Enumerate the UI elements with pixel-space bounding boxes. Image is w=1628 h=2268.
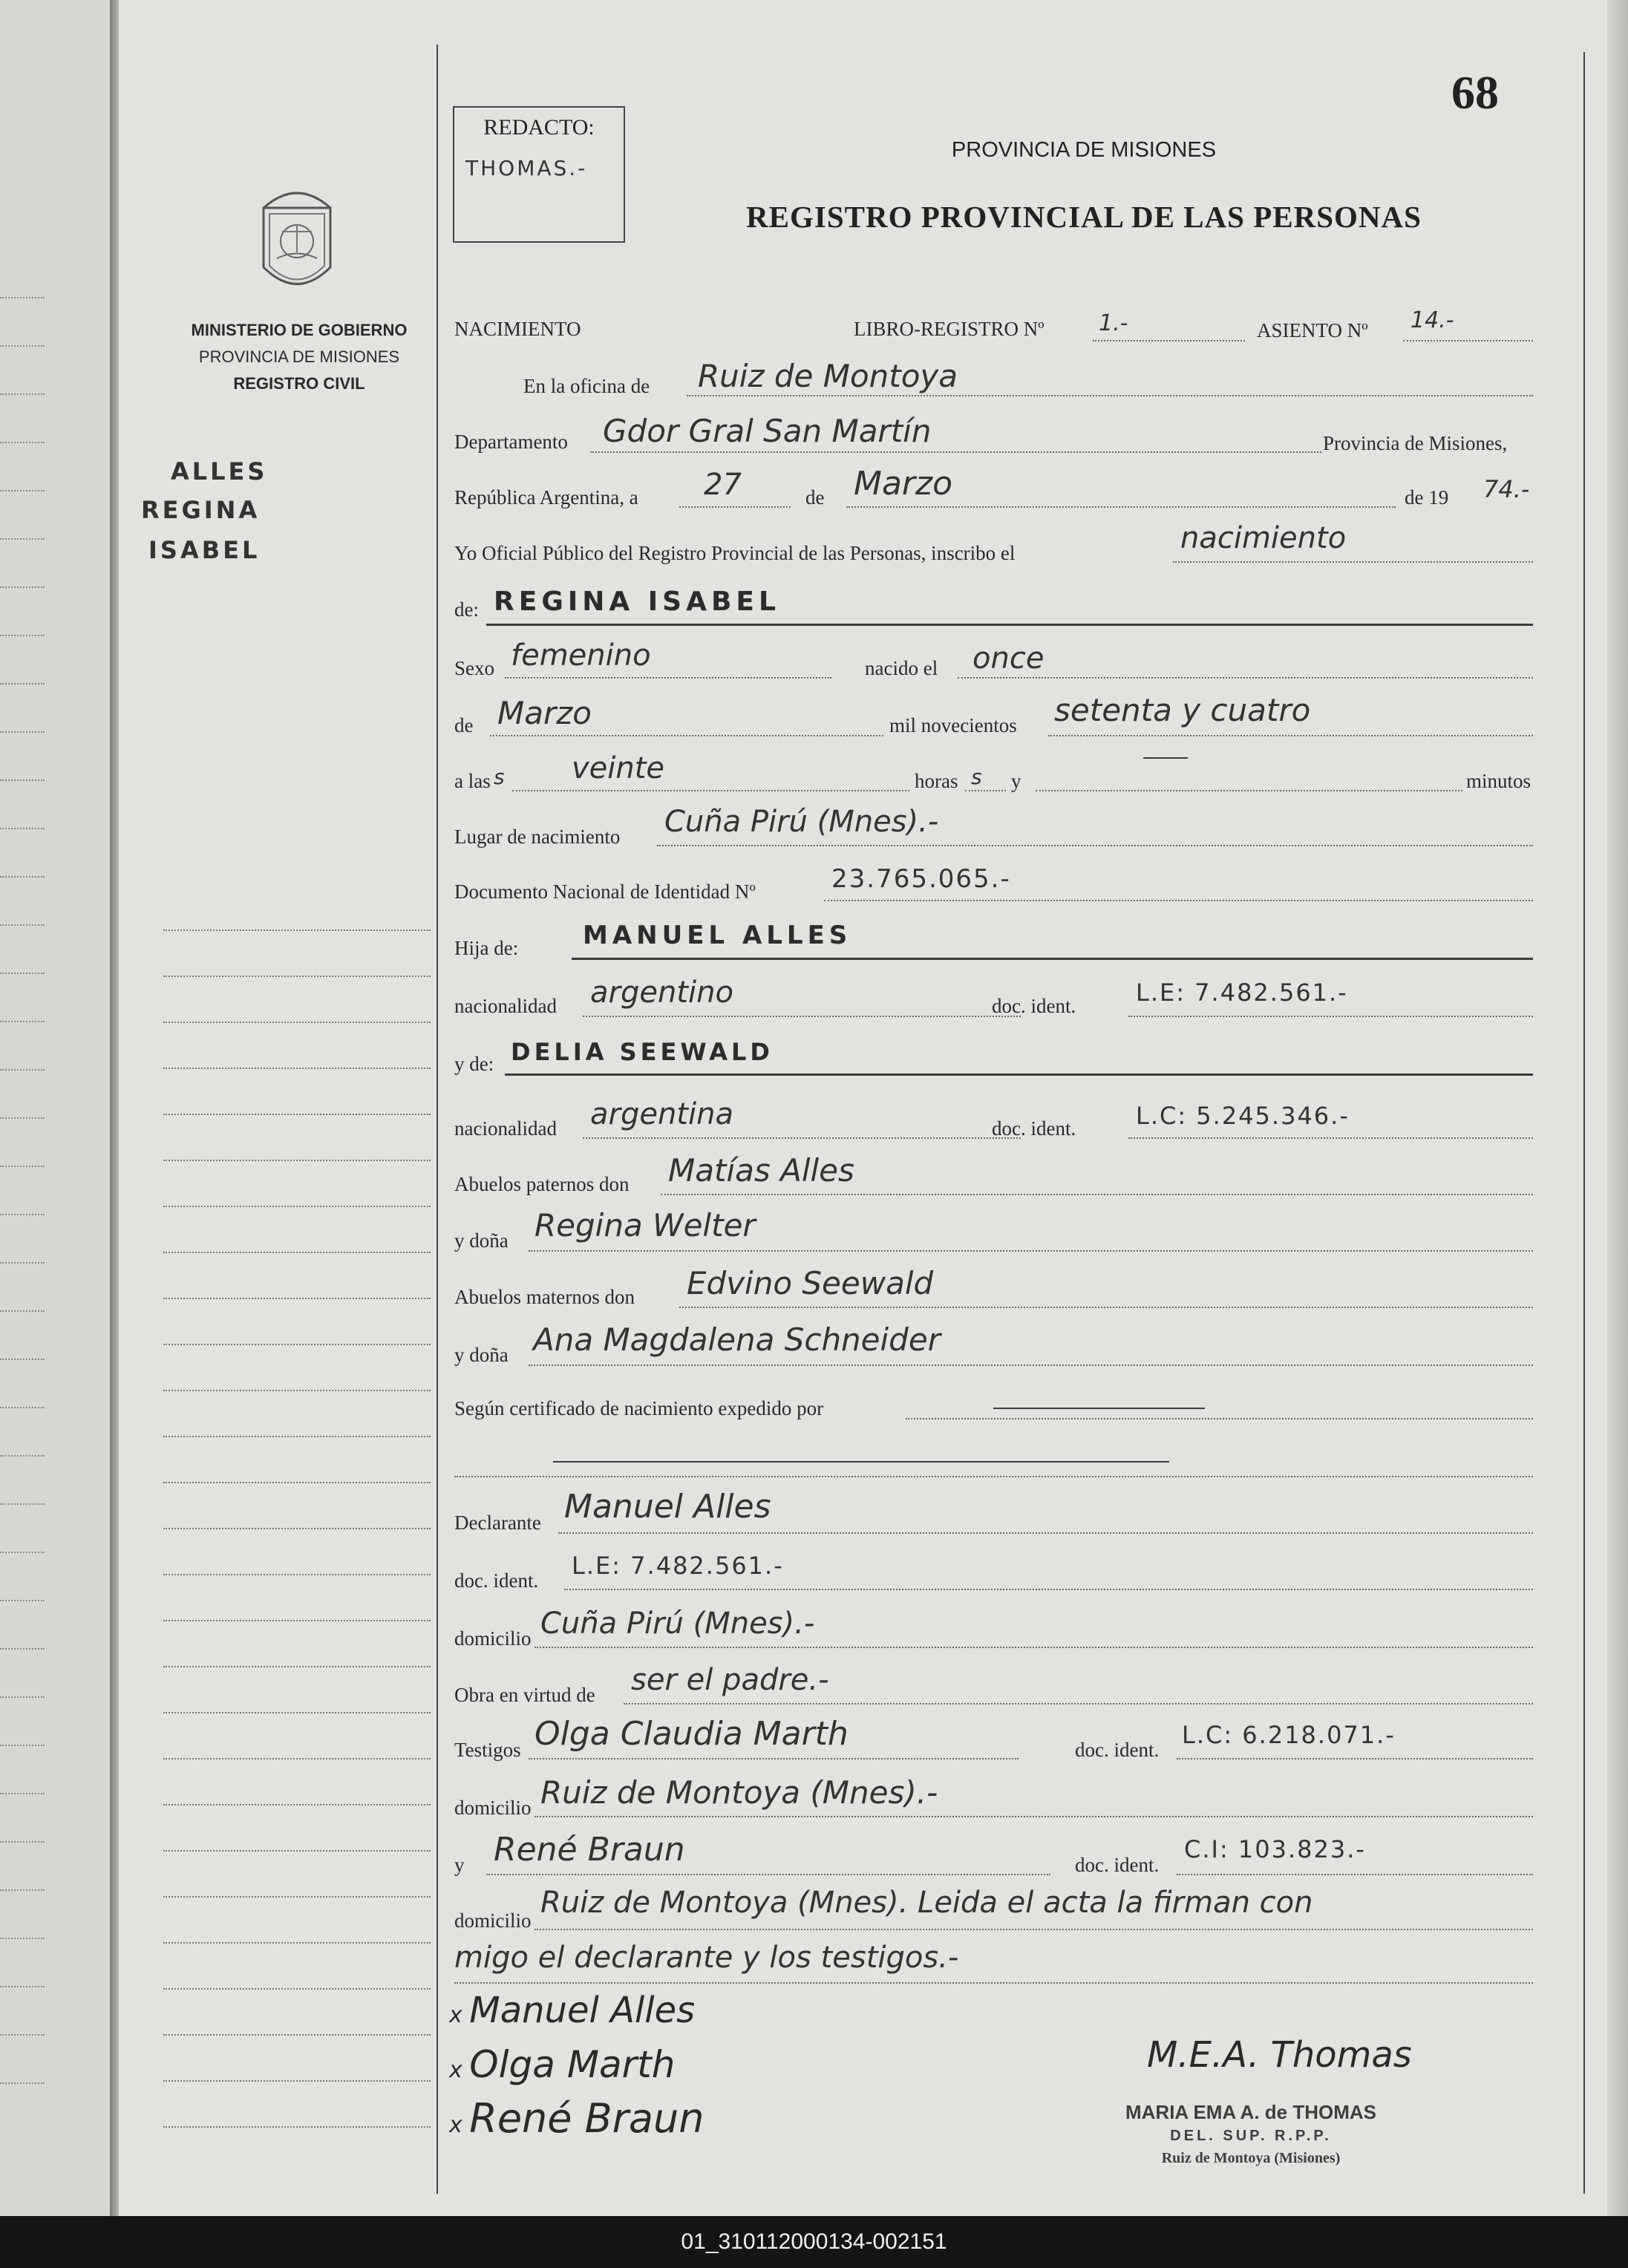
domicilio-label: domicilio bbox=[454, 1627, 532, 1650]
doc-label: doc. ident. bbox=[992, 1117, 1076, 1140]
horas-label: horas bbox=[915, 770, 958, 792]
dotted-line bbox=[824, 900, 1533, 901]
maternal-grandfather: Edvino Seewald bbox=[687, 1265, 934, 1301]
dotted-line bbox=[564, 1589, 1533, 1590]
dotted-line bbox=[0, 1889, 45, 1891]
asiento-label: ASIENTO Nº bbox=[1257, 319, 1368, 341]
oficina-label: En la oficina de bbox=[523, 375, 650, 397]
dotted-line bbox=[0, 973, 45, 974]
witness1-doc: L.C: 6.218.071.- bbox=[1182, 1721, 1396, 1749]
lugar-value: Cuña Pirú (Mnes).- bbox=[664, 805, 939, 839]
book-gutter bbox=[110, 0, 119, 2216]
margin-line bbox=[163, 1206, 431, 1207]
dotted-line bbox=[529, 1758, 1019, 1759]
dotted-line bbox=[679, 506, 791, 508]
dotted-line bbox=[679, 1307, 1533, 1308]
dotted-line bbox=[512, 790, 909, 791]
left-facing-page bbox=[0, 0, 111, 2216]
maternal-grandmother: Ana Magdalena Schneider bbox=[533, 1321, 941, 1358]
father-doc: L.E: 7.482.561.- bbox=[1136, 978, 1348, 1007]
page-number: 68 bbox=[1451, 66, 1499, 119]
hija-label: Hija de: bbox=[454, 937, 519, 959]
dotted-line bbox=[0, 1552, 45, 1553]
signature-witness2: x René Braun bbox=[449, 2095, 705, 2142]
nacionalidad-label: nacionalidad bbox=[454, 995, 557, 1017]
dotted-line bbox=[1403, 340, 1533, 341]
dotted-line bbox=[0, 1262, 45, 1264]
dotted-line bbox=[958, 677, 1533, 679]
dotted-line bbox=[846, 506, 1396, 508]
margin-line bbox=[163, 2034, 431, 2036]
dotted-line bbox=[1128, 1016, 1533, 1017]
departamento-label: Departamento bbox=[454, 431, 568, 453]
doc-label: doc. ident. bbox=[992, 995, 1076, 1017]
provincial-seal-icon bbox=[241, 178, 353, 304]
dash-mark bbox=[1143, 757, 1188, 759]
margin-line bbox=[163, 1344, 431, 1345]
y-dona-label: y doña bbox=[454, 1229, 509, 1252]
de-mes-label: de bbox=[454, 714, 474, 736]
doc-label: doc. ident. bbox=[1075, 1739, 1160, 1761]
anio-label: de 19 bbox=[1405, 486, 1449, 509]
page-edge bbox=[1607, 0, 1628, 2216]
dotted-line bbox=[590, 451, 1321, 453]
dotted-line bbox=[0, 586, 45, 588]
nacido-label: nacido el bbox=[865, 657, 938, 679]
obra-label: Obra en virtud de bbox=[454, 1684, 595, 1706]
dotted-line bbox=[454, 1476, 1533, 1477]
dotted-line bbox=[661, 1194, 1533, 1195]
margin-line bbox=[163, 1160, 431, 1161]
dotted-line bbox=[965, 790, 1006, 791]
paternal-grandfather: Matías Alles bbox=[668, 1152, 854, 1189]
nacionalidad-label: nacionalidad bbox=[454, 1117, 557, 1140]
dotted-line bbox=[0, 924, 45, 926]
nac-mes-value: Marzo bbox=[497, 695, 592, 731]
dotted-line bbox=[687, 395, 1533, 396]
anio-value: 74.- bbox=[1483, 475, 1530, 503]
margin-surname: ALLES bbox=[171, 457, 268, 486]
dotted-line bbox=[0, 1021, 45, 1022]
dotted-line bbox=[558, 1532, 1533, 1534]
dotted-line bbox=[1048, 735, 1533, 736]
hour-marker: s bbox=[494, 765, 505, 789]
nacido-value: once bbox=[972, 641, 1045, 676]
dotted-line bbox=[0, 683, 45, 684]
margin-line bbox=[163, 1390, 431, 1391]
declarante-label: Declarante bbox=[454, 1512, 541, 1534]
abuelos-maternos-label: Abuelos maternos don bbox=[454, 1286, 635, 1308]
dotted-line bbox=[0, 1841, 45, 1843]
a-las-value: veinte bbox=[572, 751, 665, 785]
margin-line bbox=[163, 1574, 431, 1575]
margin-first-name: REGINA bbox=[141, 496, 261, 524]
paternal-grandmother: Regina Welter bbox=[535, 1207, 756, 1244]
lugar-label: Lugar de nacimiento bbox=[454, 826, 621, 848]
stamp-official-name: MARIA EMA A. de THOMAS bbox=[1125, 2101, 1376, 2123]
republica-label: República Argentina, a bbox=[454, 486, 638, 509]
dotted-line bbox=[0, 780, 45, 781]
dotted-line bbox=[1173, 561, 1533, 563]
dotted-line bbox=[624, 1703, 1533, 1705]
abuelos-paternos-label: Abuelos paternos don bbox=[454, 1173, 630, 1195]
de-label: de bbox=[805, 486, 825, 509]
signature-official: M.E.A. Thomas bbox=[1147, 2034, 1412, 2076]
sexo-label: Sexo bbox=[454, 657, 494, 679]
inscribo-value: nacimiento bbox=[1180, 521, 1347, 555]
underline bbox=[505, 1073, 1533, 1076]
dotted-line bbox=[1128, 1137, 1533, 1139]
mil-label: mil novecientos bbox=[889, 714, 1017, 736]
dotted-line bbox=[1036, 790, 1462, 791]
a-las-label: a las bbox=[454, 770, 491, 792]
y-label: y bbox=[1011, 770, 1021, 792]
mes-value: Marzo bbox=[854, 465, 953, 503]
declarant-doc: L.E: 7.482.561.- bbox=[572, 1552, 784, 1580]
margin-line bbox=[163, 929, 431, 931]
dotted-line bbox=[0, 393, 45, 395]
dotted-line bbox=[486, 1874, 1050, 1875]
declarant-address: Cuña Pirú (Mnes).- bbox=[540, 1607, 815, 1641]
dotted-line bbox=[1177, 1758, 1533, 1759]
dotted-line bbox=[0, 1166, 45, 1167]
dotted-line bbox=[505, 677, 831, 679]
dotted-line bbox=[0, 1745, 45, 1746]
margin-line bbox=[163, 2080, 431, 2082]
dotted-line bbox=[1093, 340, 1245, 341]
domicilio-label: domicilio bbox=[454, 1797, 532, 1819]
margin-divider bbox=[437, 45, 438, 2194]
dotted-line bbox=[0, 1214, 45, 1215]
dotted-line bbox=[535, 1647, 1533, 1648]
dia-value: 27 bbox=[704, 468, 742, 502]
obra-value: ser el padre.- bbox=[631, 1663, 829, 1697]
dotted-line bbox=[0, 876, 45, 878]
dotted-line bbox=[0, 1648, 45, 1650]
redacto-value: THOMAS.- bbox=[465, 156, 588, 180]
header-registry: REGISTRO PROVINCIAL DE LAS PERSONAS bbox=[746, 200, 1422, 234]
declarant-name: Manuel Alles bbox=[564, 1488, 771, 1526]
de-nombre-label: de: bbox=[454, 598, 479, 621]
ministry-civil-registry: REGISTRO CIVIL bbox=[233, 374, 365, 393]
dotted-line bbox=[0, 635, 45, 636]
margin-line bbox=[163, 1896, 431, 1898]
witness2-address-line1: Ruiz de Montoya (Mnes). Leida el acta la firman con bbox=[540, 1886, 1313, 1920]
doc-label: doc. ident. bbox=[1075, 1854, 1160, 1876]
minutos-label: minutos bbox=[1466, 770, 1531, 792]
right-border bbox=[1583, 52, 1585, 2194]
dotted-line bbox=[529, 1365, 1533, 1366]
mother-doc: L.C: 5.245.346.- bbox=[1136, 1102, 1350, 1130]
witness1-address: Ruiz de Montoya (Mnes).- bbox=[540, 1774, 938, 1811]
margin-line bbox=[163, 1666, 431, 1667]
footer-id-text: 01_310112000134-002151 bbox=[681, 2229, 947, 2254]
dotted-line bbox=[0, 1455, 45, 1457]
dotted-line bbox=[0, 1117, 45, 1119]
dotted-line bbox=[0, 442, 45, 443]
dotted-line bbox=[0, 1359, 45, 1360]
mil-value: setenta y cuatro bbox=[1054, 692, 1311, 728]
margin-line bbox=[163, 1114, 431, 1115]
dotted-line bbox=[454, 1982, 1533, 1984]
dotted-line bbox=[529, 1250, 1533, 1252]
oficina-value: Ruiz de Montoya bbox=[698, 358, 958, 394]
sexo-value: femenino bbox=[511, 638, 651, 673]
libro-value: 1.- bbox=[1099, 310, 1128, 336]
witness2-address-line2: migo el declarante y los testigos.- bbox=[454, 1941, 959, 1975]
dotted-line bbox=[0, 1793, 45, 1794]
y-label: y bbox=[454, 1854, 465, 1876]
testigos-label: Testigos bbox=[454, 1739, 521, 1761]
father-nationality: argentino bbox=[590, 975, 733, 1010]
margin-line bbox=[163, 1712, 431, 1713]
inscribo-label: Yo Oficial Público del Registro Provincial de las Personas, inscribo el bbox=[454, 542, 1016, 564]
ministry-name: MINISTERIO DE GOBIERNO bbox=[191, 321, 408, 339]
redacto-label: REDACTO: bbox=[483, 115, 595, 140]
footer-image-id bbox=[0, 2216, 1628, 2268]
mother-name: DELIA SEEWALD bbox=[511, 1038, 774, 1066]
nacimiento-label: NACIMIENTO bbox=[454, 318, 581, 340]
dotted-line bbox=[906, 1418, 1533, 1419]
redacto-box bbox=[453, 106, 625, 243]
dotted-line bbox=[0, 1503, 45, 1505]
father-name: MANUEL ALLES bbox=[583, 921, 852, 950]
domicilio-label: domicilio bbox=[454, 1909, 532, 1932]
dotted-line bbox=[1177, 1874, 1533, 1875]
margin-line bbox=[163, 1436, 431, 1437]
departamento-value: Gdor Gral San Martín bbox=[603, 413, 932, 449]
dotted-line bbox=[0, 1310, 45, 1312]
margin-line bbox=[163, 1988, 431, 1990]
dotted-line bbox=[535, 1816, 1533, 1817]
stamp-title: DEL. SUP. R.P.P. bbox=[1170, 2128, 1332, 2144]
dni-value: 23.765.065.- bbox=[831, 864, 1011, 894]
dotted-line bbox=[535, 1929, 1533, 1930]
provincia-suffix: Provincia de Misiones, bbox=[1323, 432, 1508, 454]
dotted-line bbox=[0, 1069, 45, 1071]
y-dona-label: y doña bbox=[454, 1344, 509, 1366]
margin-line bbox=[163, 1850, 431, 1852]
dotted-line bbox=[0, 297, 45, 298]
asiento-value: 14.- bbox=[1410, 307, 1454, 333]
margin-middle-name: ISABEL bbox=[148, 536, 261, 564]
doc-label: doc. ident. bbox=[454, 1569, 539, 1592]
margin-line bbox=[163, 1482, 431, 1483]
dotted-line bbox=[0, 490, 45, 491]
certificado-label: Según certificado de nacimiento expedido por bbox=[454, 1397, 824, 1419]
margin-line bbox=[163, 975, 431, 977]
dotted-line bbox=[0, 731, 45, 733]
header-province: PROVINCIA DE MISIONES bbox=[951, 138, 1217, 162]
underline bbox=[572, 958, 1533, 960]
dotted-line bbox=[583, 1137, 1021, 1139]
dotted-line bbox=[657, 845, 1533, 846]
dotted-line bbox=[0, 1600, 45, 1601]
dotted-line bbox=[0, 2082, 45, 2084]
dotted-line bbox=[490, 735, 883, 736]
strike-line bbox=[553, 1461, 1169, 1463]
margin-line bbox=[163, 1298, 431, 1299]
signature-declarant: x Manuel Alles bbox=[449, 1990, 696, 2031]
margin-line bbox=[163, 1758, 431, 1759]
y-de-label: y de: bbox=[454, 1053, 494, 1075]
mother-nationality: argentina bbox=[590, 1097, 733, 1131]
underline bbox=[486, 624, 1533, 626]
dotted-line bbox=[0, 1696, 45, 1698]
dni-label: Documento Nacional de Identidad Nº bbox=[454, 880, 756, 903]
strike-line bbox=[993, 1408, 1205, 1409]
margin-line bbox=[163, 1022, 431, 1023]
margin-line bbox=[163, 1528, 431, 1529]
libro-label: LIBRO-REGISTRO Nº bbox=[854, 318, 1045, 340]
margin-line bbox=[163, 1942, 431, 1944]
hour-marker: s bbox=[971, 765, 982, 789]
dotted-line bbox=[0, 1407, 45, 1408]
registered-name: REGINA ISABEL bbox=[494, 586, 780, 617]
dotted-line bbox=[0, 2034, 45, 2036]
dotted-line bbox=[0, 828, 45, 829]
margin-line bbox=[163, 1620, 431, 1621]
witness2-name: René Braun bbox=[494, 1831, 685, 1869]
margin-line bbox=[163, 2126, 431, 2128]
dotted-line bbox=[0, 538, 45, 540]
dotted-line bbox=[0, 345, 45, 347]
stamp-place: Ruiz de Montoya (Misiones) bbox=[1161, 2150, 1341, 2166]
signature-witness1: x Olga Marth bbox=[449, 2043, 676, 2086]
margin-line bbox=[163, 1252, 431, 1253]
dotted-line bbox=[0, 1986, 45, 1987]
margin-line bbox=[163, 1068, 431, 1069]
dotted-line bbox=[0, 1938, 45, 1939]
margin-line bbox=[163, 1804, 431, 1805]
witness1-name: Olga Claudia Marth bbox=[535, 1715, 849, 1753]
dotted-line bbox=[583, 1016, 1021, 1017]
witness2-doc: C.I: 103.823.- bbox=[1184, 1835, 1366, 1863]
ministry-province: PROVINCIA DE MISIONES bbox=[198, 347, 400, 366]
